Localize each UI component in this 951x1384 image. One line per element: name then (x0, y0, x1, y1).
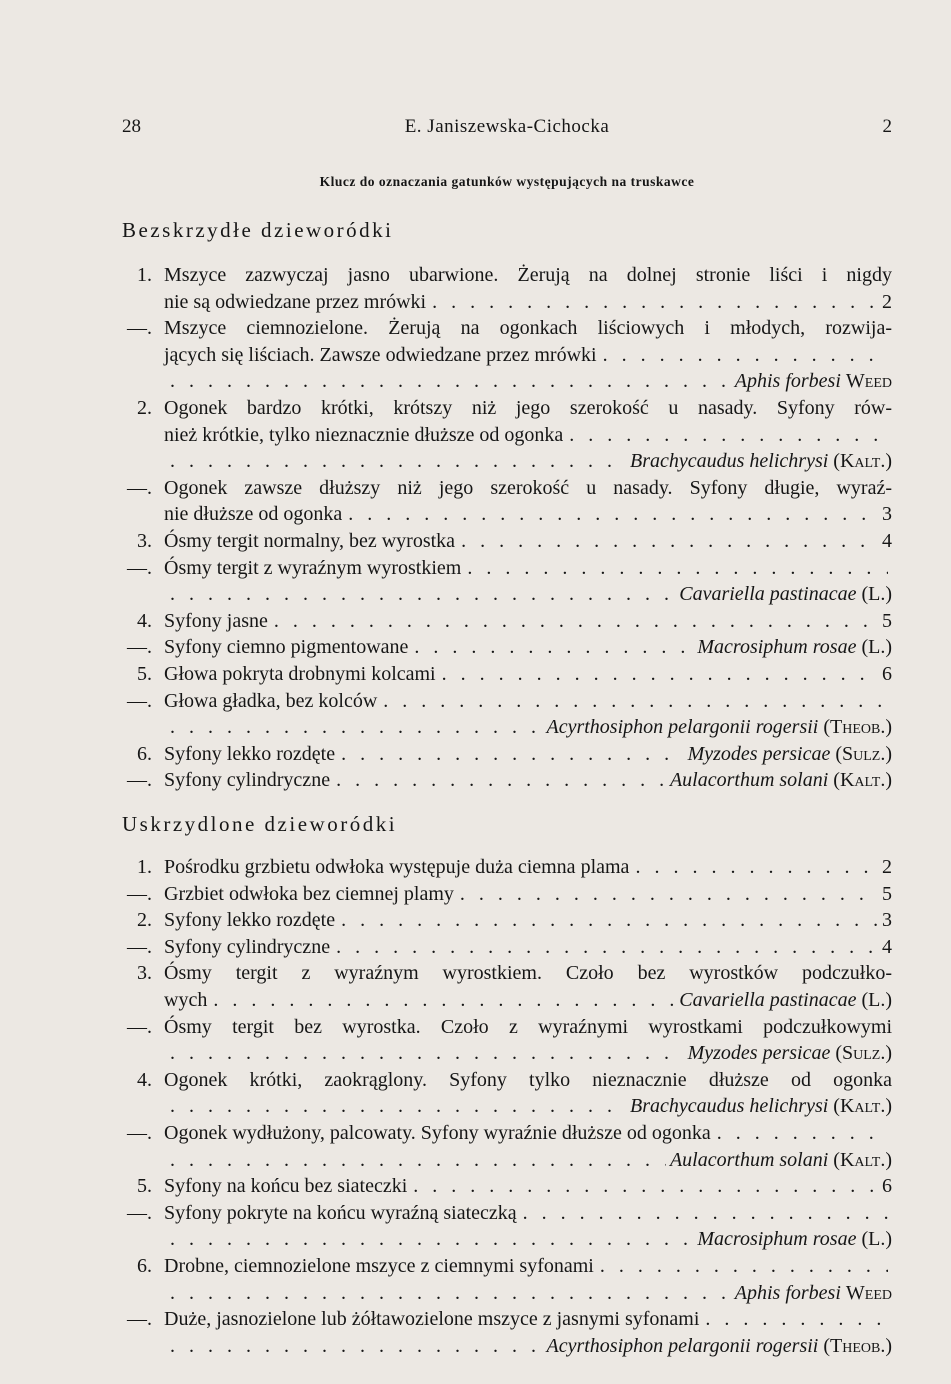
key-result (679, 581, 892, 608)
species-author: (L.) (861, 636, 892, 659)
couplet-number: 5. (137, 662, 152, 685)
key-text: Syfony na końcu bez siateczki (164, 1175, 408, 1198)
key-row (164, 1253, 892, 1280)
key-line (122, 1067, 892, 1094)
key-line-content (164, 528, 892, 555)
species-name: Cavariella pastinacae (679, 583, 857, 606)
key-text: Ósmy tergit z wyraźnym wyrostkiem (164, 556, 462, 579)
key-row (164, 422, 892, 449)
key-row (164, 608, 892, 635)
key-line (122, 368, 892, 395)
key-line (122, 395, 892, 422)
running-header (122, 116, 892, 142)
couplet-number: 5. (137, 1175, 152, 1198)
couplet-number: —. (127, 935, 152, 958)
key-line-content (164, 987, 892, 1014)
couplet-number: 4. (137, 609, 152, 632)
key-text: jących się liściach. Zawsze odwiedzane przez mrówki (164, 343, 597, 366)
key-row (164, 368, 892, 395)
species-author: (L.) (861, 988, 892, 1011)
dot-leader (414, 634, 693, 661)
key-result (735, 1280, 892, 1307)
dot-leader (432, 289, 878, 316)
key-line (122, 1226, 892, 1253)
species-name: Brachycaudus helichrysi (630, 450, 829, 473)
key-line (122, 934, 892, 961)
key-text: Głowa gładka, bez kolców (164, 689, 378, 712)
key-text: Syfony cylindryczne (164, 769, 331, 792)
next-couplet-ref: 6 (882, 662, 892, 685)
species-name: Myzodes persicae (687, 1042, 831, 1065)
couplet-number: —. (127, 556, 152, 579)
species-author: (L.) (861, 1228, 892, 1251)
couplet-number: —. (127, 689, 152, 712)
dot-leader (213, 987, 675, 1014)
couplet-number: —. (127, 882, 152, 905)
key-row (164, 907, 892, 934)
key-result (882, 661, 892, 688)
next-couplet-ref: 3 (882, 503, 892, 526)
key-text: Mszyce zazwyczaj jasno ubarwione. Żerują na dolnej stronie liści i nigdy (164, 264, 892, 286)
key-text: Syfony cylindryczne (164, 935, 331, 958)
key-line-content (164, 881, 892, 908)
key-line (122, 1014, 892, 1041)
dot-leader (170, 1040, 684, 1067)
key-line-content (164, 1253, 892, 1280)
couplet-number: 1. (137, 856, 152, 878)
key-text: Ogonek bardzo krótki, krótszy niż jego szerokość u nasady. Syfony rów- (164, 396, 892, 419)
species-author: Weed (845, 370, 892, 393)
dot-leader (170, 448, 626, 475)
key-line (122, 987, 892, 1014)
key-line-content (164, 1093, 892, 1120)
key-line-content (164, 661, 892, 688)
key-line (122, 581, 892, 608)
key-result (882, 528, 892, 555)
key-text: Ósmy tergit normalny, bez wyrostka (164, 529, 456, 552)
key-line (122, 881, 892, 908)
couplet-number: —. (127, 1308, 152, 1331)
key-line (122, 1093, 892, 1120)
key-row (164, 634, 892, 661)
couplet-number: —. (127, 769, 152, 792)
dot-leader (170, 581, 675, 608)
dot-leader (274, 608, 878, 635)
key-row (164, 1280, 892, 1307)
section-heading-winged: Uskrzydlone dzieworódki (122, 812, 398, 836)
key-row (164, 1200, 892, 1227)
species-name: Aulacorthum solani (669, 769, 829, 792)
key-result (688, 741, 892, 768)
key-text: Ogonek krótki, zaokrąglony. Syfony tylko nieznacznie dłuższe od ogonka (164, 1068, 892, 1091)
key-line-content (164, 262, 892, 289)
couplet-number: 3. (137, 529, 152, 552)
key-row (164, 661, 892, 688)
key-line-content (164, 634, 892, 661)
key-text: Mszyce ciemnozielone. Żerują na ogonkach liściowych i młodych, rozwija- (164, 317, 892, 340)
dot-leader (413, 1173, 878, 1200)
key-line-content (164, 475, 892, 502)
key-row (164, 555, 892, 582)
key-row (164, 934, 892, 961)
dot-leader (170, 1280, 731, 1307)
key-line (122, 714, 892, 741)
next-couplet-ref: 6 (882, 1175, 892, 1198)
key-text: Ósmy tergit z wyraźnym wyrostkiem. Czoło bez wyrostków podczułko- (164, 962, 892, 985)
key-text: wych (164, 988, 208, 1011)
species-author: (Kalt.) (833, 1148, 892, 1171)
key-text: Duże, jasnozielone lub żółtawozielone mszyce z jasnymi syfonami (164, 1308, 700, 1331)
dot-leader (467, 555, 888, 582)
dot-leader (603, 342, 888, 369)
key-line-content (164, 315, 892, 342)
key-result (735, 368, 892, 395)
key-list-wingless (122, 262, 892, 794)
dot-leader (170, 1226, 693, 1253)
couplet-number: 6. (137, 742, 152, 765)
next-couplet-ref: 2 (882, 856, 892, 878)
key-line (122, 661, 892, 688)
key-line-content (164, 767, 892, 794)
key-line-content (164, 688, 892, 715)
key-line-content (164, 1200, 892, 1227)
key-line-content (164, 934, 892, 961)
key-text: Syfony lekko rozdęte (164, 742, 336, 765)
key-row (164, 741, 892, 768)
key-line (122, 448, 892, 475)
dot-leader (717, 1120, 888, 1147)
key-line-content (164, 448, 892, 475)
header-right-mark: 2 (882, 116, 892, 137)
species-name: Cavariella pastinacae (679, 988, 857, 1011)
dot-leader (341, 907, 878, 934)
key-row (164, 1173, 892, 1200)
key-line-content (164, 1067, 892, 1094)
key-line-content (164, 1333, 892, 1360)
dot-leader (705, 1306, 888, 1333)
species-author: (Kalt.) (833, 450, 892, 473)
key-line-content (164, 1014, 892, 1041)
key-text: nież krótkie, tylko nieznacznie dłuższe od ogonka (164, 423, 564, 446)
dot-leader (341, 741, 684, 768)
key-line (122, 688, 892, 715)
key-result (630, 448, 892, 475)
key-result (882, 934, 892, 961)
dot-leader (523, 1200, 888, 1227)
key-line (122, 342, 892, 369)
document-title: Klucz do oznaczania gatunków występujących na truskawce (319, 174, 695, 189)
species-name: Acyrthosiphon pelargonii rogersii (546, 716, 819, 739)
couplet-number: 2. (137, 396, 152, 419)
species-author: (Theob.) (823, 716, 892, 739)
key-line-content (164, 741, 892, 768)
couplet-number: 4. (137, 1068, 152, 1091)
species-author: Weed (845, 1281, 892, 1304)
couplet-number: —. (127, 476, 152, 499)
key-line (122, 608, 892, 635)
key-result (547, 714, 893, 741)
species-name: Macrosiphum rosae (697, 636, 857, 659)
key-line (122, 1280, 892, 1307)
key-line (122, 767, 892, 794)
key-row (164, 342, 892, 369)
running-author: E. Janiszewska-Cichocka (404, 116, 610, 137)
key-row (164, 448, 892, 475)
key-result (882, 501, 892, 528)
key-row (164, 1040, 892, 1067)
couplet-number: —. (127, 636, 152, 659)
key-line (122, 854, 892, 881)
next-couplet-ref: 3 (882, 909, 892, 932)
key-result (882, 881, 892, 908)
key-line (122, 1333, 892, 1360)
key-text: nie są odwiedzane przez mrówki (164, 290, 427, 313)
key-line (122, 1147, 892, 1174)
dot-leader (170, 1147, 666, 1174)
key-line-content (164, 501, 892, 528)
dot-leader (600, 1253, 888, 1280)
key-row (164, 1147, 892, 1174)
key-line (122, 528, 892, 555)
key-row (164, 581, 892, 608)
key-result (670, 1147, 892, 1174)
key-result (679, 987, 892, 1014)
species-name: Macrosiphum rosae (697, 1228, 857, 1251)
key-result (697, 634, 892, 661)
key-line-content (164, 1280, 892, 1307)
key-line-content (164, 714, 892, 741)
key-text: Głowa pokryta drobnymi kolcami (164, 662, 436, 685)
species-author: (Theob.) (823, 1334, 892, 1357)
section-heading-wingless: Bezskrzydłe dzieworódki (122, 218, 394, 242)
dot-leader (460, 881, 878, 908)
key-line-content (164, 1120, 892, 1147)
dot-leader (461, 528, 878, 555)
key-line-content (164, 368, 892, 395)
key-row (164, 1120, 892, 1147)
couplet-number: —. (127, 1201, 152, 1224)
dot-leader (569, 422, 888, 449)
couplet-number: 3. (137, 962, 152, 985)
key-list-winged (122, 854, 892, 1359)
species-author: (Sulz.) (835, 742, 892, 765)
key-line (122, 501, 892, 528)
key-row (164, 1306, 892, 1333)
key-line (122, 960, 892, 987)
couplet-number: —. (127, 1015, 152, 1038)
key-line (122, 315, 892, 342)
key-result (688, 1040, 892, 1067)
key-line (122, 1253, 892, 1280)
key-row (164, 854, 892, 881)
key-text: nie dłuższe od ogonka (164, 503, 343, 526)
key-line (122, 907, 892, 934)
key-result (882, 907, 892, 934)
species-author: (Sulz.) (835, 1042, 892, 1065)
key-line (122, 1200, 892, 1227)
key-line-content (164, 1173, 892, 1200)
key-line (122, 475, 892, 502)
species-name: Acyrthosiphon pelargonii rogersii (546, 1334, 819, 1357)
key-text: Syfony ciemno pigmentowane (164, 636, 409, 659)
key-row (164, 1226, 892, 1253)
species-author: (L.) (861, 583, 892, 606)
key-result (882, 1173, 892, 1200)
key-row (164, 881, 892, 908)
key-line (122, 1040, 892, 1067)
key-text: Syfony jasne (164, 609, 268, 632)
key-line (122, 741, 892, 768)
dot-leader (336, 767, 666, 794)
dot-leader (635, 854, 878, 881)
key-line-content (164, 1306, 892, 1333)
key-line-content (164, 581, 892, 608)
key-row (164, 528, 892, 555)
key-text: Drobne, ciemnozielone mszyce z ciemnymi syfonami (164, 1254, 594, 1277)
key-row (164, 1333, 892, 1360)
next-couplet-ref: 4 (882, 529, 892, 552)
key-text: Syfony lekko rozdęte (164, 909, 336, 932)
species-name: Brachycaudus helichrysi (630, 1095, 829, 1118)
dot-leader (170, 368, 731, 395)
dot-leader (170, 1333, 543, 1360)
key-line (122, 1306, 892, 1333)
dot-leader (348, 501, 878, 528)
couplet-number: 6. (137, 1254, 152, 1277)
key-line (122, 289, 892, 316)
key-result (630, 1093, 892, 1120)
species-name: Aphis forbesi (734, 1281, 841, 1304)
key-row (164, 714, 892, 741)
key-line-content (164, 854, 892, 881)
key-result (547, 1333, 893, 1360)
dot-leader (383, 688, 888, 715)
key-row (164, 289, 892, 316)
key-line (122, 1173, 892, 1200)
species-author: (Kalt.) (833, 1095, 892, 1118)
dot-leader (336, 934, 878, 961)
key-line-content (164, 1147, 892, 1174)
key-line-content (164, 395, 892, 422)
key-line (122, 634, 892, 661)
couplet-number: —. (127, 317, 152, 340)
next-couplet-ref: 5 (882, 882, 892, 905)
key-line-content (164, 289, 892, 316)
key-text: Grzbiet odwłoka bez ciemnej plamy (164, 882, 454, 905)
species-name: Aulacorthum solani (669, 1148, 829, 1171)
dot-leader (442, 661, 878, 688)
key-line (122, 422, 892, 449)
key-line-content (164, 1040, 892, 1067)
couplet-number: 1. (137, 264, 152, 286)
key-text: Pośrodku grzbietu odwłoka występuje duża ciemna plama (164, 856, 630, 878)
next-couplet-ref: 5 (882, 609, 892, 632)
key-text: Ósmy tergit bez wyrostka. Czoło z wyraźnymi wyrostkami podczułkowymi (164, 1015, 892, 1038)
couplet-number: 2. (137, 909, 152, 932)
dot-leader (170, 1093, 626, 1120)
key-line-content (164, 555, 892, 582)
page-number: 28 (122, 116, 141, 137)
key-row (164, 987, 892, 1014)
key-line (122, 262, 892, 289)
key-line-content (164, 1226, 892, 1253)
key-line-content (164, 422, 892, 449)
key-line (122, 1120, 892, 1147)
key-result (882, 854, 892, 881)
key-text: Ogonek zawsze dłuższy niż jego szerokość u nasady. Syfony długie, wyraź- (164, 476, 892, 499)
key-line-content (164, 342, 892, 369)
key-line (122, 555, 892, 582)
species-name: Aphis forbesi (734, 370, 841, 393)
key-line-content (164, 907, 892, 934)
couplet-number: —. (127, 1121, 152, 1144)
key-result (670, 767, 892, 794)
key-result (882, 289, 892, 316)
key-line-content (164, 960, 892, 987)
next-couplet-ref: 4 (882, 935, 892, 958)
next-couplet-ref: 2 (882, 290, 892, 313)
dot-leader (170, 714, 543, 741)
key-row (164, 501, 892, 528)
species-name: Myzodes persicae (687, 742, 831, 765)
key-line-content (164, 608, 892, 635)
key-text: Ogonek wydłużony, palcowaty. Syfony wyraźnie dłuższe od ogonka (164, 1121, 711, 1144)
key-row (164, 688, 892, 715)
key-result (882, 608, 892, 635)
key-row (164, 767, 892, 794)
key-result (697, 1226, 892, 1253)
key-text: Syfony pokryte na końcu wyraźną siateczką (164, 1201, 517, 1224)
key-row (164, 1093, 892, 1120)
species-author: (Kalt.) (833, 769, 892, 792)
